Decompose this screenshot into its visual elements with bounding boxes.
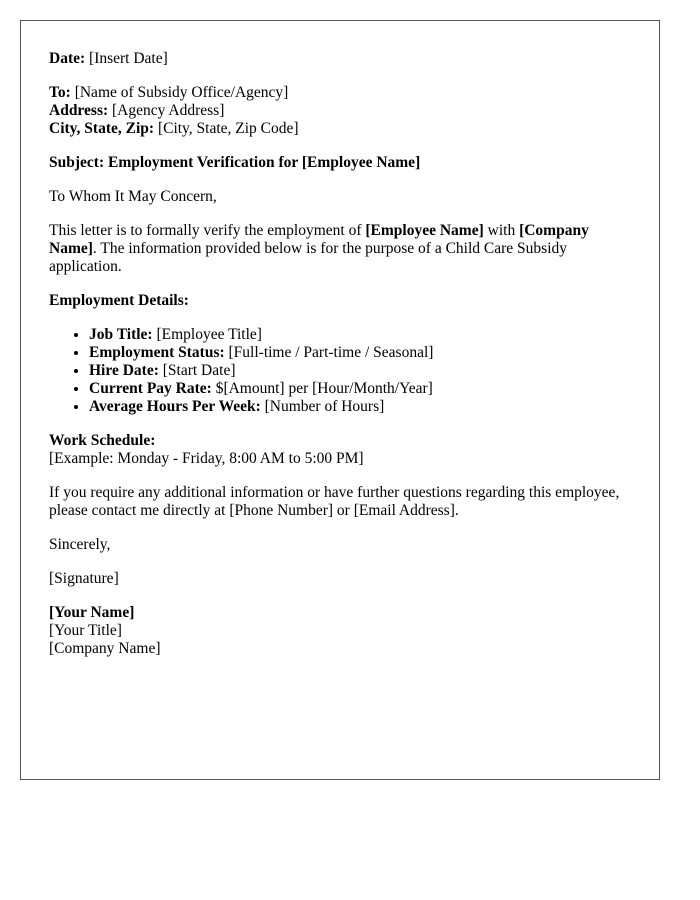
details-heading bbox=[49, 292, 631, 310]
details-item-value: [Number of Hours] bbox=[264, 398, 385, 415]
details-item-pay-rate bbox=[89, 380, 631, 398]
details-item-average-hours bbox=[89, 398, 631, 416]
details-item-label: Job Title: bbox=[89, 326, 153, 343]
recipient-address-line bbox=[49, 102, 631, 120]
details-heading-text: Employment Details: bbox=[49, 292, 189, 309]
schedule-block bbox=[49, 432, 631, 468]
date-label: Date: bbox=[49, 50, 86, 67]
contact-paragraph: If you require any additional information or have further questions regarding this employee, please contact me directly at [Phone Number] or [Email Address]. bbox=[49, 484, 620, 519]
letter-document bbox=[20, 20, 660, 780]
closing: Sincerely, bbox=[49, 536, 111, 553]
details-item-hire-date bbox=[89, 362, 631, 380]
details-item-label: Average Hours Per Week: bbox=[89, 398, 261, 415]
details-item-label: Hire Date: bbox=[89, 362, 159, 379]
sender-title: [Your Title] bbox=[49, 622, 122, 639]
details-item-value: [Start Date] bbox=[162, 362, 236, 379]
city-label: City, State, Zip: bbox=[49, 120, 155, 137]
intro-company-name: [Company Name] bbox=[49, 222, 589, 257]
recipient-block bbox=[49, 84, 631, 138]
details-item-job-title bbox=[89, 326, 631, 344]
date-value: [Insert Date] bbox=[89, 50, 168, 67]
to-label: To: bbox=[49, 84, 71, 101]
details-item-value: [Employee Title] bbox=[156, 326, 262, 343]
details-item-value: $[Amount] per [Hour/Month/Year] bbox=[215, 380, 433, 397]
details-list bbox=[49, 326, 631, 416]
details-item-value: [Full-time / Part-time / Seasonal] bbox=[228, 344, 434, 361]
sender-name: [Your Name] bbox=[49, 604, 135, 621]
intro-employee-name: [Employee Name] bbox=[365, 222, 484, 239]
schedule-value: [Example: Monday - Friday, 8:00 AM to 5:00 PM] bbox=[49, 450, 364, 467]
to-value: [Name of Subsidy Office/Agency] bbox=[74, 84, 289, 101]
signature-placeholder: [Signature] bbox=[49, 570, 119, 587]
intro-text-1: This letter is to formally verify the employment of bbox=[49, 222, 366, 239]
recipient-city-line bbox=[49, 120, 631, 138]
intro-paragraph bbox=[49, 222, 631, 276]
recipient-to-line bbox=[49, 84, 631, 102]
intro-text-3: . The information provided below is for the purpose of a Child Care Subsidy application. bbox=[49, 240, 568, 275]
date-line bbox=[49, 50, 631, 68]
subject-line bbox=[49, 154, 631, 172]
subject-text: Subject: Employment Verification for [Employee Name] bbox=[49, 154, 421, 171]
address-value: [Agency Address] bbox=[112, 102, 225, 119]
details-item-label: Current Pay Rate: bbox=[89, 380, 212, 397]
city-value: [City, State, Zip Code] bbox=[157, 120, 299, 137]
intro-text-2: with bbox=[483, 222, 520, 239]
schedule-heading: Work Schedule: bbox=[49, 432, 156, 449]
sender-company: [Company Name] bbox=[49, 640, 161, 657]
details-item-label: Employment Status: bbox=[89, 344, 225, 361]
salutation: To Whom It May Concern, bbox=[49, 188, 217, 205]
sender-block bbox=[49, 604, 631, 658]
details-item-employment-status bbox=[89, 344, 631, 362]
address-label: Address: bbox=[49, 102, 109, 119]
